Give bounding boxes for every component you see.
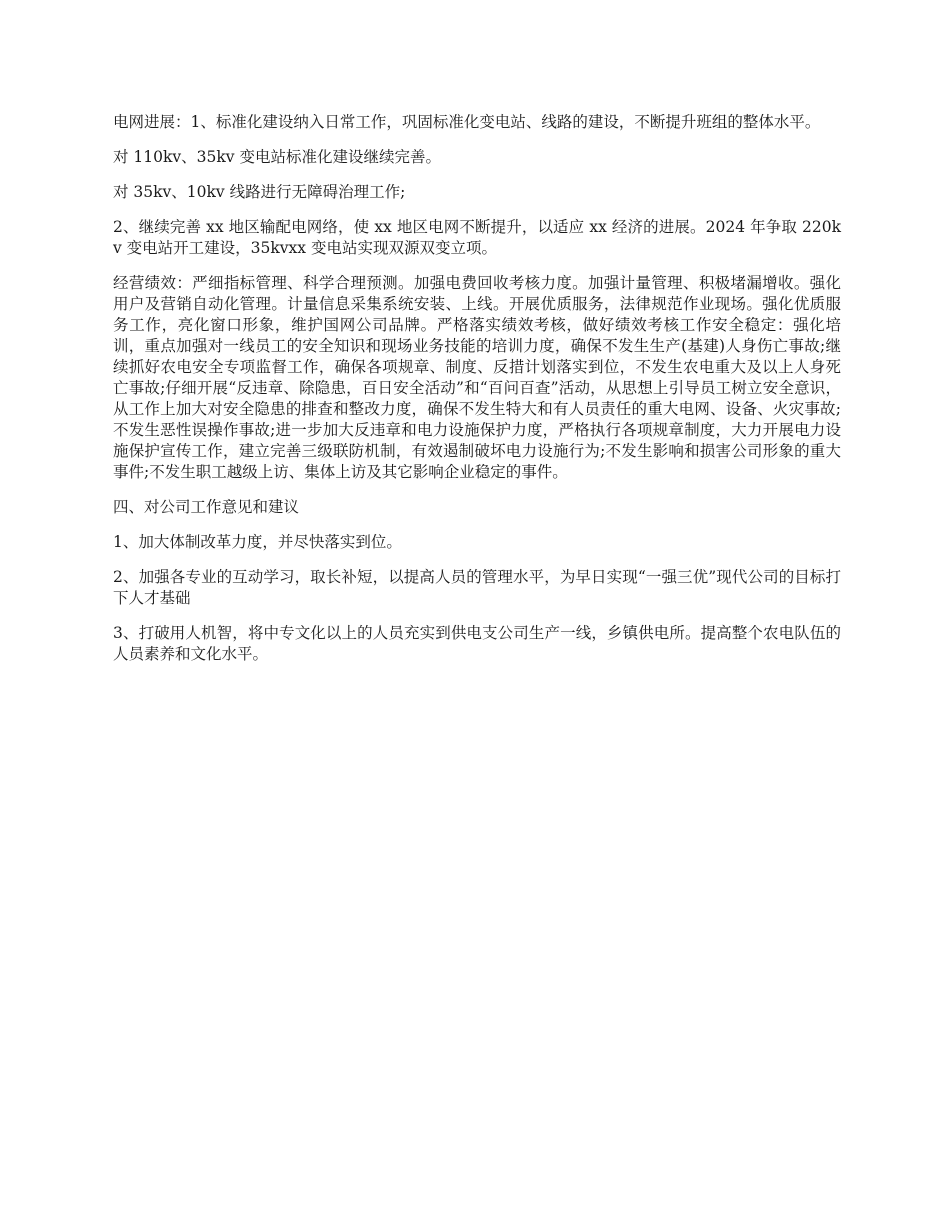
paragraph-substation-standard: 对 110kv、35kv 变电站标准化建设继续完善。	[113, 148, 441, 166]
document-body	[113, 112, 841, 679]
suggestion-item-2: 2、加强各专业的互动学习，取长补短，以提高人员的管理水平，为早日实现“一强三优”现代公司的目标打下人才基础	[113, 568, 841, 607]
paragraph-grid-progress: 电网进展：1、标准化建设纳入日常工作，巩固标准化变电站、线路的建设，不断提升班组的整体水平。	[113, 113, 821, 131]
paragraph-line-treatment: 对 35kv、10kv 线路进行无障碍治理工作;	[113, 183, 406, 201]
suggestion-item-1: 1、加大体制改革力度，并尽快落实到位。	[113, 533, 402, 551]
suggestion-item-3: 3、打破用人机智，将中专文化以上的人员充实到供电支公司生产一线，乡镇供电所。提高整个农电队伍的人员素养和文化水平。	[113, 624, 841, 663]
section-heading-suggestions: 四、对公司工作意见和建议	[113, 498, 300, 516]
paragraph-network-improvement: 2、继续完善 xx 地区输配电网络，使 xx 地区电网不断提升，以适应 xx 经济的进展。2024 年争取 220kv 变电站开工建设，35kvxx 变电站实现双源双变立项。	[113, 218, 841, 257]
paragraph-operating-performance: 经营绩效：严细指标管理、科学合理预测。加强电费回收考核力度。加强计量管理、积极堵漏增收。强化用户及营销自动化管理。计量信息采集系统安装、上线。开展优质服务，法律规范作业现场。强化优质服务工作，亮化窗口形象，维护国网公司品牌。严格落实绩效考核，做好绩效考核工作安全稳定：强化培训，重点加强对一线员工的安全知识和现场业务技能的培训力度，确保不发生生产(基建)人身伤亡事故;继续抓好农电安全专项监督工作，确保各项规章、制度、反措计划落实到位，不发生农电重大及以上人身死亡事故;仔细开展“反违章、除隐患，百日安全活动”和“百问百查”活动，从思想上引导员工树立安全意识，从工作上加大对安全隐患的排查和整改力度，确保不发生特大和有人员责任的重大电网、设备、火灾事故;不发生恶性误操作事故;进一步加大反违章和电力设施保护力度，严格执行各项规章制度，大力开展电力设施保护宣传工作，建立完善三级联防机制，有效遏制破坏电力设施行为;不发生影响和损害公司形象的重大事件;不发生职工越级上访、集体上访及其它影响企业稳定的事件。	[113, 274, 841, 481]
